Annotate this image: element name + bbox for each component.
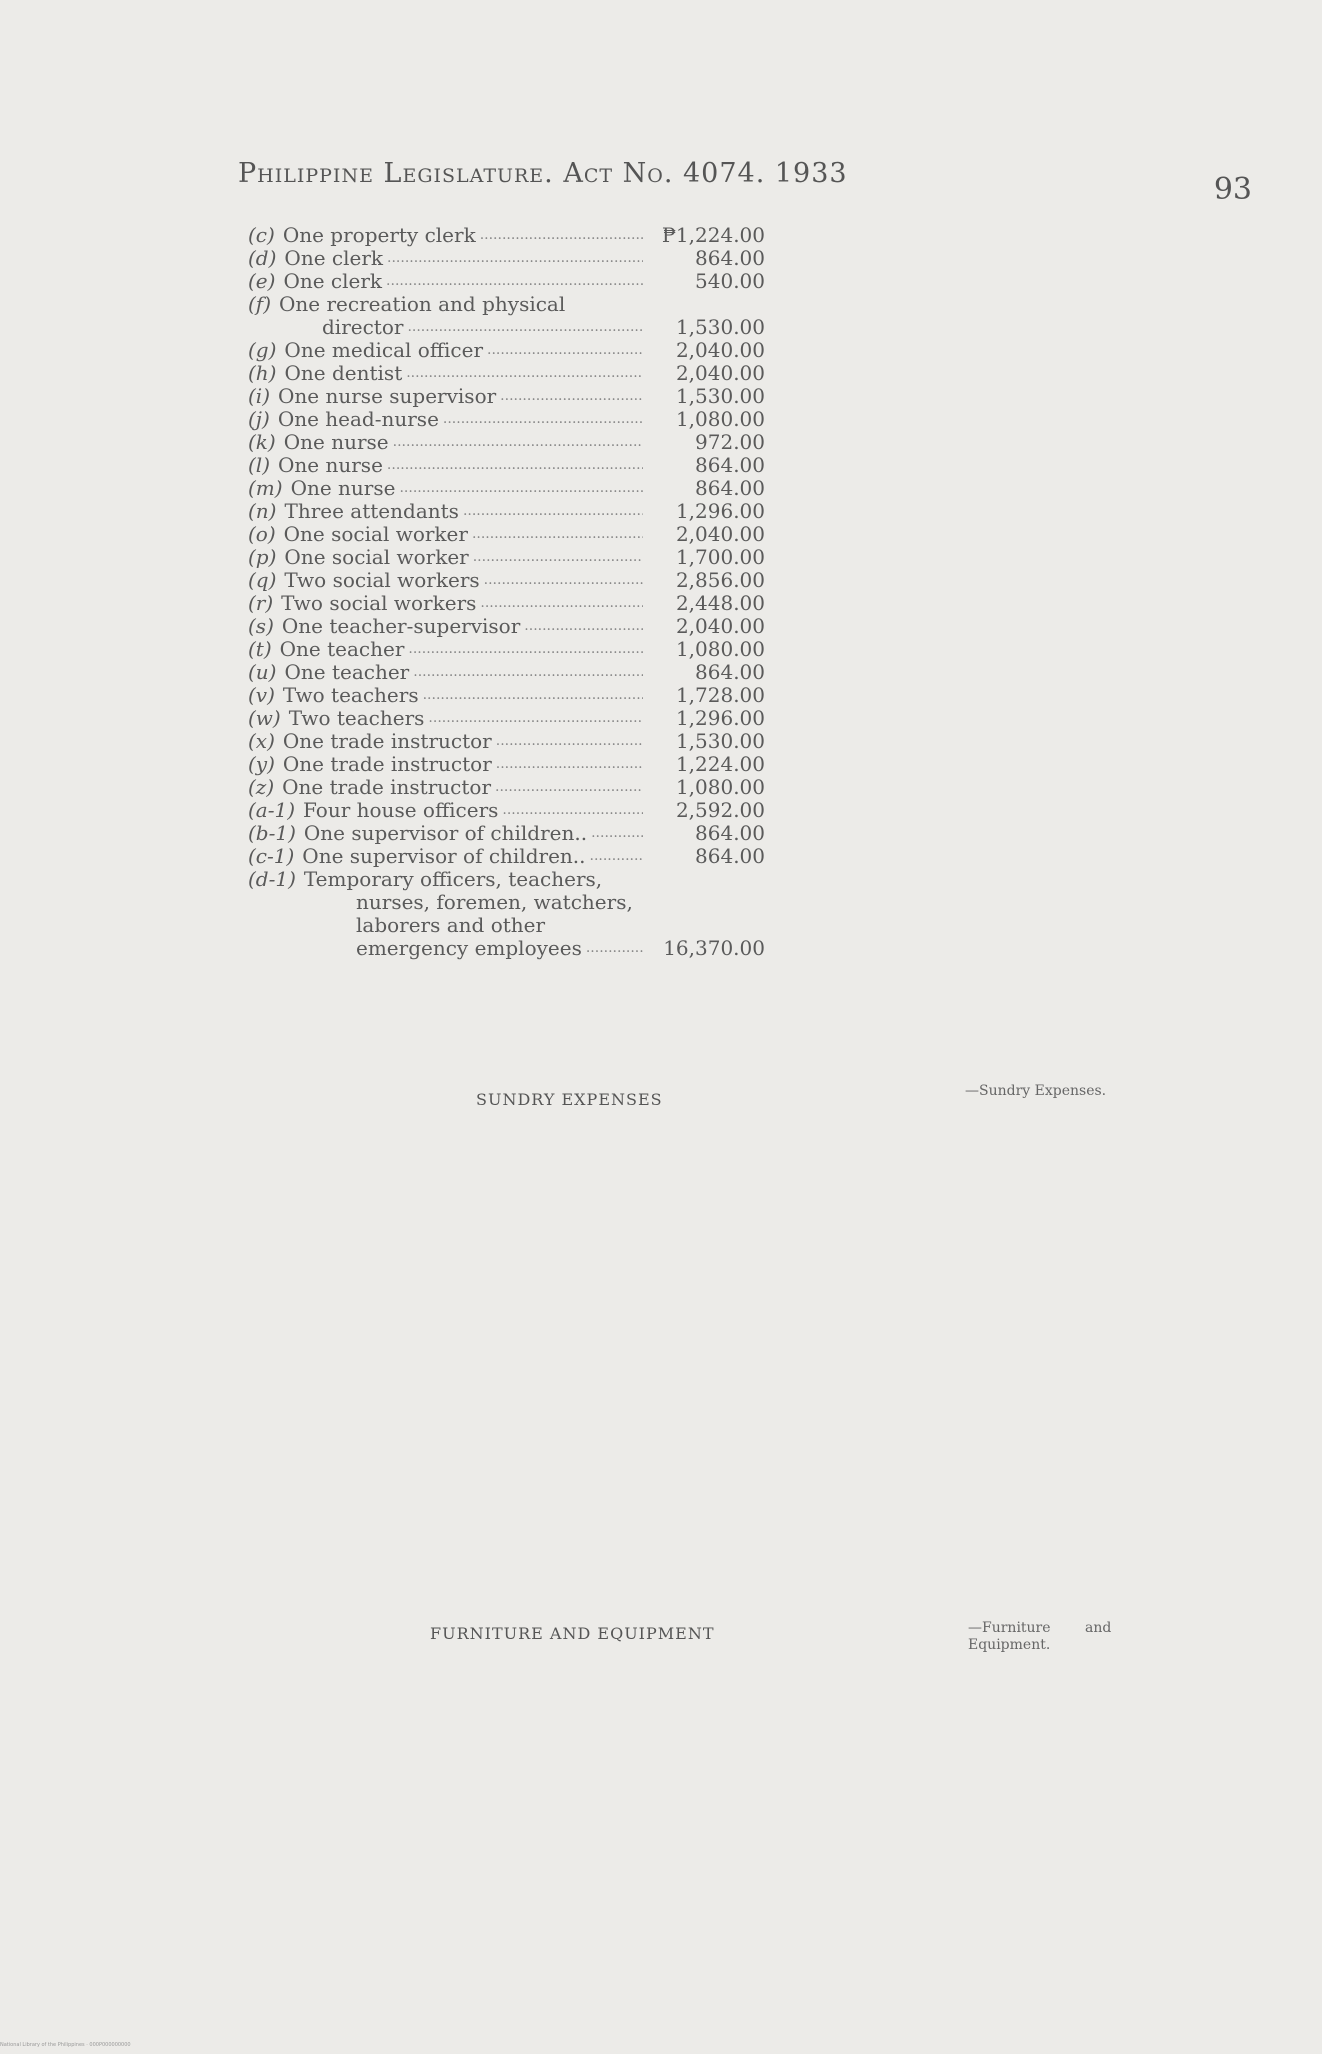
leader-dots <box>408 638 643 661</box>
item-line <box>248 546 643 569</box>
leader-dots <box>496 753 643 776</box>
leader-dots <box>586 937 643 960</box>
item-text: Temporary officers, teachers, <box>303 867 603 891</box>
item-amount: 2,040.00 <box>675 522 765 546</box>
item-description <box>248 868 643 960</box>
item-text: One social worker <box>284 545 469 569</box>
leader-dots <box>472 523 643 546</box>
list-item <box>248 661 778 684</box>
leader-dots <box>496 730 643 753</box>
item-text: One nurse <box>283 430 389 454</box>
furniture-margin-note <box>968 1620 1111 1654</box>
list-item <box>248 477 778 500</box>
item-letter: (e) <box>248 269 276 293</box>
list-item <box>248 592 778 615</box>
item-letter: (r) <box>248 591 274 615</box>
item-line <box>248 776 643 799</box>
page-header: Philippine Legislature. Act No. 4074. 1933 <box>238 158 848 189</box>
item-letter: (q) <box>248 568 277 592</box>
item-letter: (v) <box>248 683 275 707</box>
item-line <box>248 822 643 845</box>
list-item <box>248 638 778 661</box>
list-item <box>248 385 778 408</box>
list-item <box>248 224 778 247</box>
item-text: Three attendants <box>284 499 459 523</box>
footer-note: National Library of the Philippines · 000P000000000 <box>0 2042 131 2048</box>
item-letter: (d-1) <box>248 867 296 891</box>
item-text: Two social workers <box>281 591 477 615</box>
leader-dots <box>502 799 643 822</box>
item-line <box>248 431 643 454</box>
sundry-margin-note: —Sundry Expenses. <box>965 1083 1107 1099</box>
item-amount: 16,370.00 <box>663 936 765 960</box>
item-line <box>248 937 643 960</box>
list-item <box>248 247 778 270</box>
item-description <box>248 477 643 500</box>
item-description <box>248 454 643 477</box>
furniture-margin-note-line2: Equipment. <box>968 1637 1051 1653</box>
leader-dots <box>495 776 643 799</box>
item-description <box>248 247 643 270</box>
leader-dots <box>484 569 643 592</box>
item-line <box>248 753 643 776</box>
item-amount: 1,080.00 <box>675 775 765 799</box>
item-amount: 540.00 <box>695 269 765 293</box>
list-item <box>248 799 778 822</box>
item-description <box>248 730 643 753</box>
item-amount: 1,080.00 <box>675 637 765 661</box>
item-amount: 972.00 <box>695 430 765 454</box>
list-item <box>248 615 778 638</box>
item-line <box>248 362 643 385</box>
leader-dots <box>591 822 643 845</box>
item-letter: (u) <box>248 660 277 684</box>
item-line <box>248 339 643 362</box>
item-amount: 1,700.00 <box>675 545 765 569</box>
item-amount: 864.00 <box>695 821 765 845</box>
item-amount: 1,296.00 <box>675 499 765 523</box>
item-line <box>248 845 643 868</box>
item-description <box>248 500 643 523</box>
item-text: Two teachers <box>288 706 425 730</box>
item-text: One nurse <box>278 453 383 477</box>
leader-dots <box>428 707 643 730</box>
item-description <box>248 569 643 592</box>
item-text: One teacher <box>284 660 410 684</box>
item-amount: 1,530.00 <box>675 384 765 408</box>
leader-dots <box>443 408 643 431</box>
item-letter: (i) <box>248 384 271 408</box>
item-description <box>248 615 643 638</box>
sundry-heading: SUNDRY EXPENSES <box>476 1090 663 1109</box>
item-letter: (p) <box>248 545 277 569</box>
item-line <box>248 247 643 270</box>
item-amount: 2,856.00 <box>675 568 765 592</box>
item-letter: (c) <box>248 223 275 247</box>
item-description <box>248 822 643 845</box>
list-item <box>248 730 778 753</box>
item-letter: (h) <box>248 361 277 385</box>
item-line <box>248 661 643 684</box>
leader-dots <box>473 546 643 569</box>
leader-dots <box>393 431 643 454</box>
leader-dots <box>590 845 644 868</box>
temporary-item <box>248 868 778 960</box>
item-amount: 1,728.00 <box>675 683 765 707</box>
item-line <box>248 569 643 592</box>
leader-dots <box>386 270 643 293</box>
leader-dots <box>524 615 643 638</box>
item-text: One nurse <box>290 476 396 500</box>
item-amount: 864.00 <box>695 660 765 684</box>
item-description <box>248 339 643 362</box>
item-line <box>248 799 643 822</box>
item-description <box>248 661 643 684</box>
list-item <box>248 454 778 477</box>
item-description <box>248 293 643 339</box>
item-description <box>248 431 643 454</box>
leader-dots <box>406 362 643 385</box>
list-item <box>248 500 778 523</box>
item-letter: (w) <box>248 706 281 730</box>
item-description <box>248 799 643 822</box>
item-amount: 2,592.00 <box>675 798 765 822</box>
item-text: One property clerk <box>282 223 476 247</box>
item-text: One trade instructor <box>282 775 492 799</box>
item-letter: (g) <box>248 338 277 362</box>
item-line <box>248 868 643 891</box>
list-item <box>248 546 778 569</box>
item-letter: (c-1) <box>248 844 295 868</box>
list-item <box>248 339 778 362</box>
item-line <box>248 385 643 408</box>
item-text: emergency employees <box>356 936 582 960</box>
item-line <box>248 707 643 730</box>
list-item <box>248 822 778 845</box>
item-description <box>248 638 643 661</box>
furniture-margin-note-line1: —Furniture and <box>968 1620 1112 1636</box>
item-text: One clerk <box>284 246 384 270</box>
leader-dots <box>407 316 643 339</box>
item-amount: 864.00 <box>695 476 765 500</box>
item-line <box>248 592 643 615</box>
item-amount: 2,448.00 <box>675 591 765 615</box>
item-amount: 864.00 <box>695 246 765 270</box>
leader-dots <box>413 661 643 684</box>
item-text: One clerk <box>283 269 383 293</box>
item-amount: 1,296.00 <box>675 706 765 730</box>
item-line <box>248 500 643 523</box>
salaries-list <box>248 224 778 960</box>
list-item <box>248 293 778 339</box>
list-item <box>248 569 778 592</box>
leader-dots <box>480 592 643 615</box>
item-text: One supervisor of children.. <box>302 844 586 868</box>
list-item <box>248 408 778 431</box>
item-text: One recreation and physical <box>279 292 566 316</box>
item-letter: (y) <box>248 752 275 776</box>
item-amount: 1,080.00 <box>675 407 765 431</box>
item-description <box>248 707 643 730</box>
item-text: One social worker <box>283 522 468 546</box>
item-letter: (n) <box>248 499 277 523</box>
item-line <box>248 730 643 753</box>
item-amount: 2,040.00 <box>675 361 765 385</box>
item-letter: (o) <box>248 522 276 546</box>
leader-dots <box>463 500 643 523</box>
leader-dots <box>423 684 643 707</box>
list-item <box>248 523 778 546</box>
leader-dots <box>387 247 643 270</box>
item-letter: (s) <box>248 614 274 638</box>
item-line <box>248 615 643 638</box>
item-text: Two social workers <box>284 568 480 592</box>
item-description <box>248 362 643 385</box>
leader-dots <box>399 477 643 500</box>
item-letter: (f) <box>248 292 272 316</box>
item-description <box>248 845 643 868</box>
item-text: Two teachers <box>282 683 419 707</box>
item-text: Four house officers <box>303 798 499 822</box>
item-line <box>248 638 643 661</box>
item-text: nurses, foremen, watchers, <box>356 890 633 914</box>
list-item <box>248 270 778 293</box>
item-letter: (z) <box>248 775 275 799</box>
item-letter: (l) <box>248 453 271 477</box>
item-description <box>248 684 643 707</box>
item-text: One trade instructor <box>282 729 492 753</box>
item-line <box>248 293 643 316</box>
item-line <box>248 224 643 247</box>
item-line <box>248 408 643 431</box>
item-line <box>248 523 643 546</box>
item-text: One teacher <box>279 637 405 661</box>
item-line <box>248 477 643 500</box>
item-amount: 2,040.00 <box>675 338 765 362</box>
item-description <box>248 776 643 799</box>
list-item <box>248 845 778 868</box>
leader-dots <box>387 454 643 477</box>
furniture-heading: FURNITURE AND EQUIPMENT <box>430 1624 715 1643</box>
item-letter: (m) <box>248 476 283 500</box>
item-text: One head-nurse <box>277 407 439 431</box>
item-amount: 1,530.00 <box>675 729 765 753</box>
item-line <box>248 270 643 293</box>
item-description <box>248 408 643 431</box>
list-item <box>248 684 778 707</box>
item-text: One dentist <box>284 361 403 385</box>
item-text: One nurse supervisor <box>278 384 497 408</box>
item-text: One trade instructor <box>282 752 492 776</box>
item-description <box>248 270 643 293</box>
item-line <box>248 891 643 914</box>
item-description <box>248 753 643 776</box>
item-letter: (d) <box>248 246 277 270</box>
page-number: 93 <box>1213 172 1252 207</box>
item-text: One teacher-supervisor <box>281 614 521 638</box>
item-amount: 1,224.00 <box>675 752 765 776</box>
list-item <box>248 776 778 799</box>
item-letter: (a-1) <box>248 798 296 822</box>
item-description <box>248 523 643 546</box>
list-item <box>248 431 778 454</box>
item-letter: (j) <box>248 407 270 431</box>
item-letter: (b-1) <box>248 821 296 845</box>
item-text: One medical officer <box>284 338 484 362</box>
item-line <box>248 454 643 477</box>
leader-dots <box>487 339 643 362</box>
item-text: director <box>322 315 404 339</box>
leader-dots <box>500 385 643 408</box>
item-letter: (t) <box>248 637 272 661</box>
leader-dots <box>480 224 643 247</box>
item-line <box>248 316 643 339</box>
item-amount: ₱1,224.00 <box>661 223 765 247</box>
list-item <box>248 753 778 776</box>
item-line <box>248 914 643 937</box>
item-text: One supervisor of children.. <box>303 821 588 845</box>
item-amount: 864.00 <box>695 453 765 477</box>
item-letter: (x) <box>248 729 275 753</box>
list-item <box>248 362 778 385</box>
item-amount: 864.00 <box>695 844 765 868</box>
item-description <box>248 592 643 615</box>
item-letter: (k) <box>248 430 276 454</box>
item-description <box>248 385 643 408</box>
item-description <box>248 224 643 247</box>
list-item <box>248 707 778 730</box>
item-text: laborers and other <box>356 913 546 937</box>
item-line <box>248 684 643 707</box>
item-amount: 1,530.00 <box>675 315 765 339</box>
item-description <box>248 546 643 569</box>
item-amount: 2,040.00 <box>675 614 765 638</box>
